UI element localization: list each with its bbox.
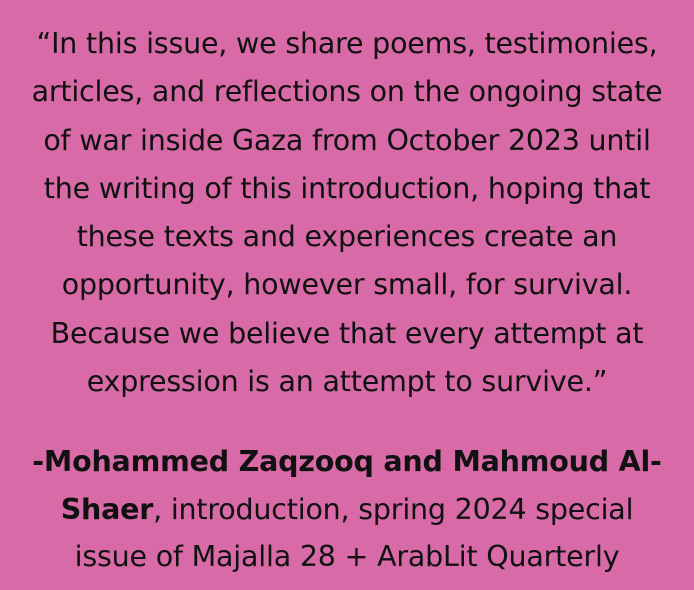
quote-line: the writing of this introduction, hoping that	[43, 171, 651, 205]
author-name-end: Shaer	[60, 492, 154, 526]
quote-line: Because we believe that every attempt at	[50, 316, 644, 350]
publication-title: issue of Majalla 28 + ArabLit Quarterly	[74, 540, 620, 573]
quote-line: opportunity, however small, for survival.	[61, 268, 633, 302]
attribution-line-2	[0, 486, 694, 534]
quote-line: these texts and experiences create an	[76, 220, 618, 254]
author-names: -Mohammed Zaqzooq and Mahmoud Al-	[32, 445, 662, 478]
quote-line: of war inside Gaza from October 2023 until	[43, 123, 651, 157]
quote-line: “In this issue, we share poems, testimonies,	[36, 27, 658, 60]
attribution	[0, 438, 694, 581]
quote-text	[0, 20, 694, 406]
source-description: , introduction, spring 2024 special	[153, 492, 634, 526]
quote-line: expression is an attempt to survive.”	[86, 365, 608, 399]
quote-line: articles, and reflections on the ongoing state	[31, 75, 663, 109]
